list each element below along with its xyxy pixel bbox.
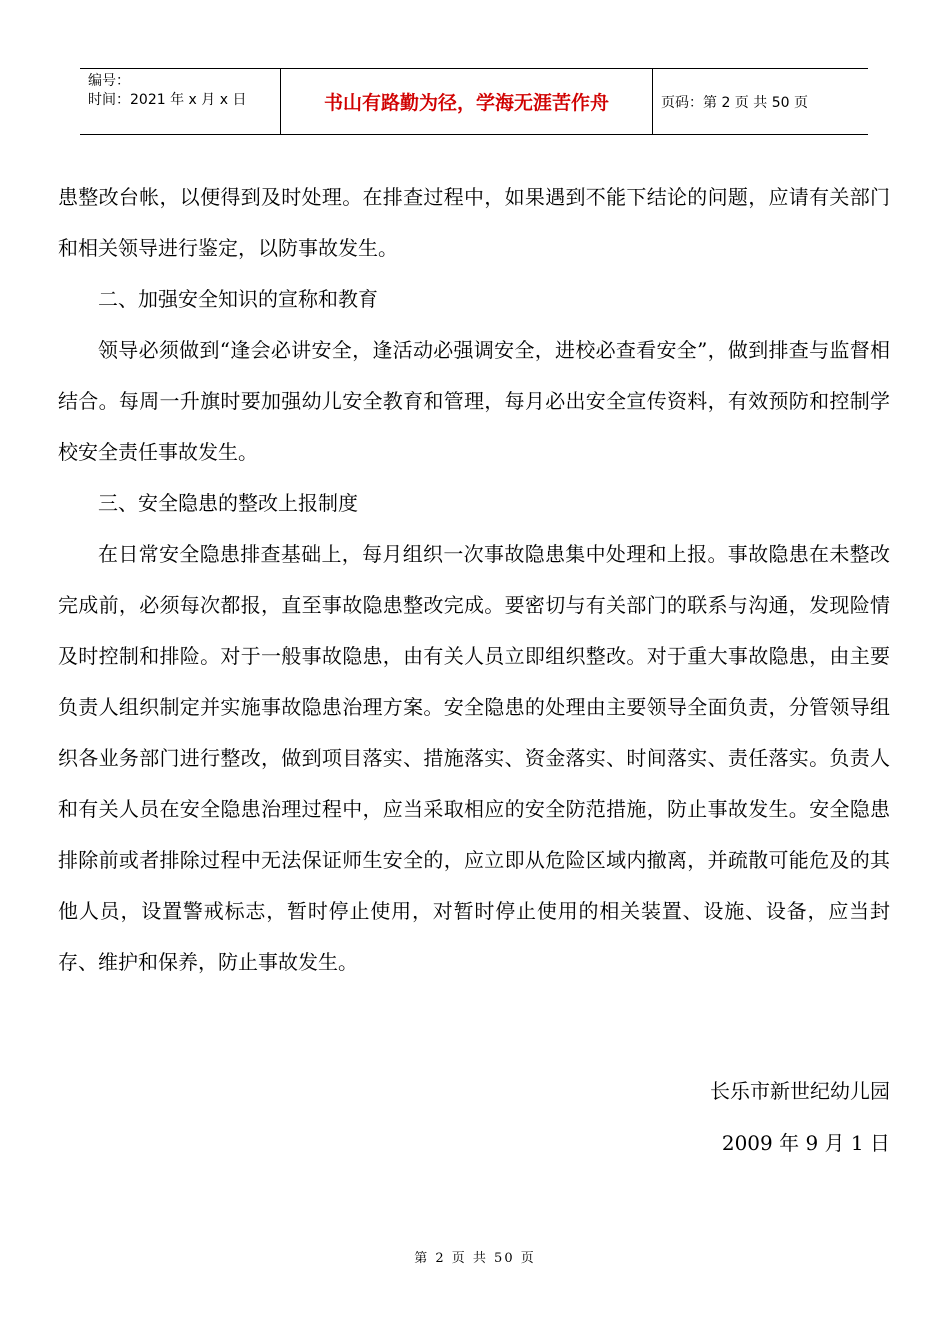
document-body	[58, 172, 890, 988]
signature-org: 长乐市新世纪幼儿园	[710, 1079, 890, 1103]
signature-date: 2009 年 9 月 1 日	[721, 1131, 890, 1155]
number-label: 编号：	[88, 73, 130, 89]
header-meta	[80, 69, 281, 134]
paragraph-2: 领导必须做到“逢会必讲安全，逢活动必强调安全，进校必查看安全”，做到排查与监督相结合。每周一升旗时要加强幼儿安全教育和管理，每月必出安全宣传资料，有效预防和控制学校安全责任事故发生。	[58, 338, 890, 464]
header-motto: 书山有路勤为径，学海无涯苦作舟	[281, 69, 653, 134]
document-header	[80, 68, 868, 135]
paragraph-3: 在日常安全隐患排查基础上，每月组织一次事故隐患集中处理和上报。事故隐患在未整改完成前，必须每次都报，直至事故隐患整改完成。要密切与有关部门的联系与沟通，发现险情及时控制和排险。对于一般事故隐患，由有关人员立即组织整改。对于重大事故隐患，由主要负责人组织制定并实施事故隐患治理方案。安全隐患的处理由主要领导全面负责，分管领导组织各业务部门进行整改，做到项目落实、措施落实、资金落实、时间落实、责任落实。负责人和有关人员在安全隐患治理过程中，应当采取相应的安全防范措施，防止事故发生。安全隐患排除前或者排除过程中无法保证师生安全的，应立即从危险区域内撤离，并疏散可能危及的其他人员，设置警戒标志，暂时停止使用，对暂时停止使用的相关装置、设施、设备，应当封存、维护和保养，防止事故发生。	[58, 542, 890, 974]
paragraph-1: 患整改台帐，以便得到及时处理。在排查过程中，如果遇到不能下结论的问题，应请有关部门和相关领导进行鉴定，以防事故发生。	[58, 185, 890, 260]
header-page-info: 页码：第 2 页 共 50 页	[661, 94, 808, 111]
section-heading-2: 二、加强安全知识的宣称和教育	[98, 287, 378, 311]
time-label: 时间：2021 年 x 月 x 日	[88, 92, 247, 108]
page-footer: 第 2 页 共 50 页	[414, 1251, 536, 1266]
section-heading-3: 三、安全隐患的整改上报制度	[98, 491, 358, 515]
signature-block	[710, 1065, 890, 1169]
